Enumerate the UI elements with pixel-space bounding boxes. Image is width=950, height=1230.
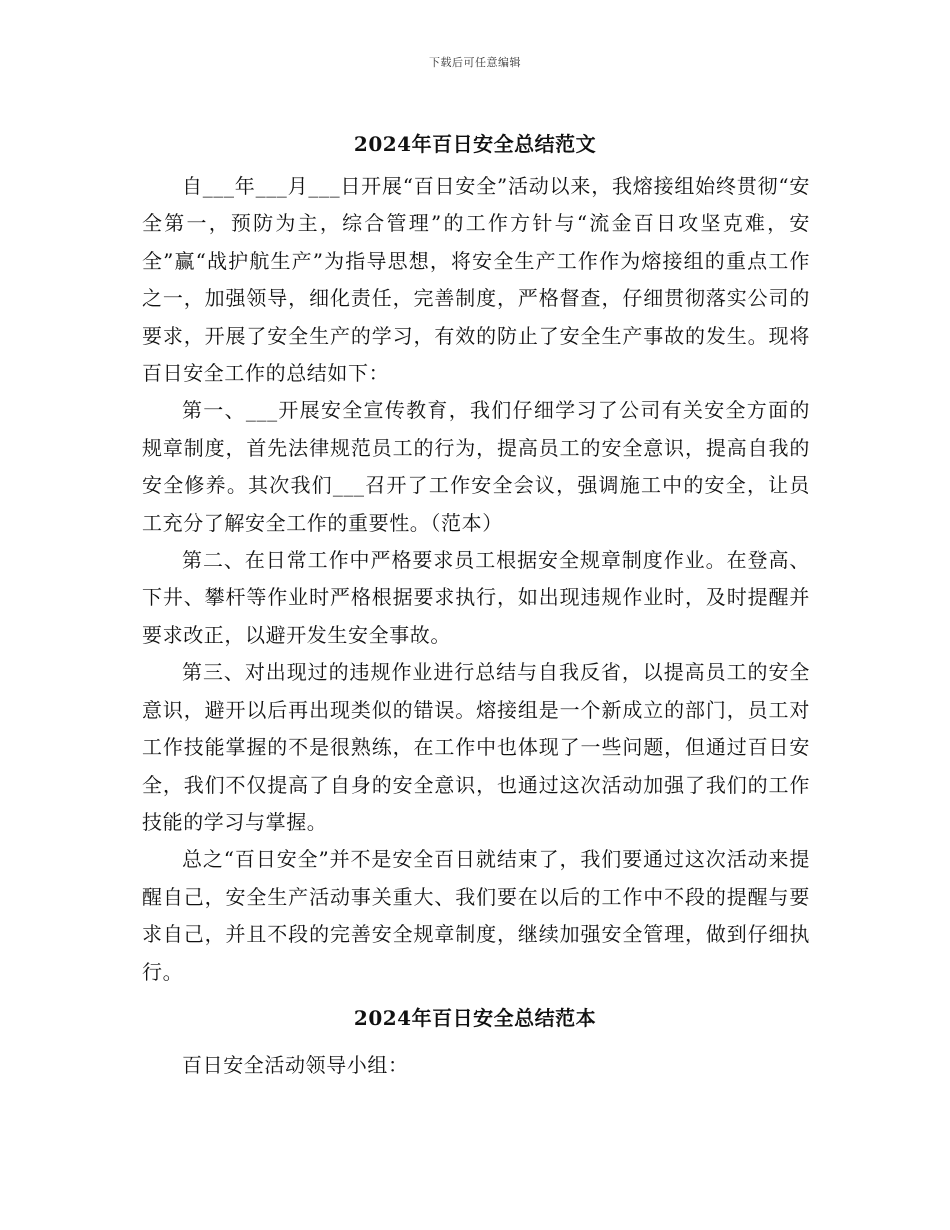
paragraph: 第二、在日常工作中严格要求员工根据安全规章制度作业。在登高、下井、攀杆等作业时严格根据要求执行，如出现违规作业时，及时提醒并要求改正，以避开发生安全事故。 [142, 548, 810, 647]
section-body [142, 1047, 810, 1084]
document-body [142, 168, 810, 991]
paragraph: 第一、___开展安全宣传教育，我们仔细学习了公司有关安全方面的规章制度，首先法律规范员工的行为，提高员工的安全意识，提高自我的安全修养。其次我们___召开了工作安全会议，强调施工中的安全，让员工充分了解安全工作的重要性。（范本） [142, 398, 810, 535]
paragraph: 百日安全活动领导小组： [182, 1053, 409, 1077]
paragraph: 第三、对出现过的违规作业进行总结与自我反省，以提高员工的安全意识，避开以后再出现类似的错误。熔接组是一个新成立的部门，员工对工作技能掌握的不是很熟练，在工作中也体现了一些问题，但通过百日安全，我们不仅提高了自身的安全意识，也通过这次活动加强了我们的工作技能的学习与掌握。 [142, 660, 810, 834]
paragraph: 总之“百日安全”并不是安全百日就结束了，我们要通过这次活动来提醒自己，安全生产活动事关重大、我们要在以后的工作中不段的提醒与要求自己，并且不段的完善安全规章制度，继续加强安全管理，做到仔细执行。 [142, 847, 810, 984]
header-note: 下载后可任意编辑 [429, 56, 521, 69]
section-title: 2024年百日安全总结范本 [353, 1006, 597, 1030]
document-title: 2024年百日安全总结范文 [353, 132, 597, 156]
paragraph: 自___年___月___日开展“百日安全”活动以来，我熔接组始终贯彻“安全第一，预防为主，综合管理”的工作方针与“流金百日攻坚克难，安全”赢“战护航生产”为指导思想，将安全生产工作作为熔接组的重点工作之一，加强领导，细化责任，完善制度，严格督查，仔细贯彻落实公司的要求，开展了安全生产的学习，有效的防止了安全生产事故的发生。现将百日安全工作的总结如下： [142, 174, 810, 386]
